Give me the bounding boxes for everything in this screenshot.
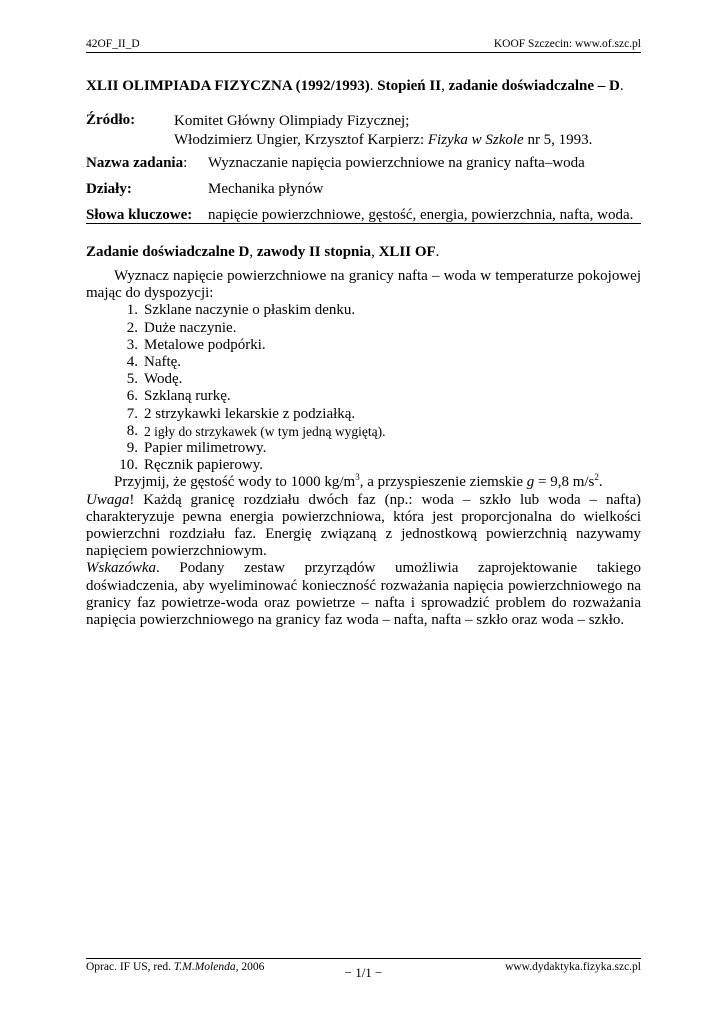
list-item-number: 2. [126, 319, 138, 336]
title-task: zadanie doświadczalne – D [448, 78, 620, 94]
list-item-text: 2 igły do strzykawek (w tym jedną wygiętą). [144, 423, 386, 439]
list-item [86, 457, 641, 474]
page-header [86, 30, 641, 53]
task-body [86, 268, 641, 629]
list-item [86, 371, 641, 388]
header-doc-id: 42OF_II_D [86, 38, 140, 50]
meta-task-label: Nazwa zadania [86, 155, 184, 171]
source-journal: Fizyka w Szkole [427, 132, 524, 148]
assumption-paragraph: Przyjmij, że gęstość wody to 1000 $kg/m^3$, a przyspieszenie ziemskie g = 9,8 $m/s^2$. [114, 472, 603, 491]
list-item-number: 3. [126, 336, 138, 353]
list-item [86, 302, 641, 319]
meta-keywords-label: Słowa kluczowe: [86, 207, 193, 223]
meta-dept-label: Działy: [86, 181, 132, 197]
hint-paragraph: Wskazówka. Podany zestaw przyrządów umożliwia zaprojektowanie takiego doświadczenia, aby wyeliminować konieczność rozważania napięcia powierzchniowego na granicy faz powietrze-woda oraz powietrze – nafta i sprowadzić problem do rozważania napięcia powierzchniowego na granicy faz woda – nafta, nafta – szkło oraz woda – szkło. [86, 560, 641, 629]
metadata-block [86, 112, 641, 225]
list-item-number: 6. [126, 388, 138, 405]
footer-divider [86, 958, 641, 959]
header-source: KOOF Szczecin: www.of.szc.pl [493, 38, 641, 50]
page-footer [86, 961, 641, 981]
list-item-number: 9. [126, 440, 138, 457]
section-title: Zadanie doświadczalne D, zawody II stopnia, XLII OF. [86, 244, 440, 260]
meta-source-row [86, 112, 641, 154]
list-item-text: Ręcznik papierowy. [144, 457, 263, 474]
list-item [86, 406, 641, 423]
meta-keywords-value: napięcie powierzchniowe, gęstość, energia, powierzchnia, nafta, woda. [208, 207, 634, 223]
list-item-text: Metalowe podpórki. [144, 336, 266, 353]
footer-website: www.dydaktyka.fizyka.szc.pl [505, 961, 641, 973]
list-item-text: Naftę. [144, 354, 182, 371]
title-main: XLII OLIMPIADA FIZYCZNA (1992/1993) [86, 78, 370, 94]
list-item-number: 4. [126, 354, 138, 371]
list-item [86, 423, 641, 440]
meta-task-value: Wyznaczanie napięcia powierzchniowe na granicy nafta–woda [208, 155, 585, 171]
list-item-text: Wodę. [144, 371, 183, 388]
list-item-text: 2 strzykawki lekarskie z podziałką. [144, 405, 356, 422]
list-item [86, 354, 641, 371]
list-item-number: 7. [126, 405, 138, 422]
list-item [86, 320, 641, 337]
list-item-text: Duże naczynie. [144, 319, 237, 336]
meta-dept-row [86, 180, 641, 206]
meta-task-row: Nazwa zadania: Wyznaczanie napięcia powierzchniowe na granicy nafta–woda [86, 154, 641, 180]
list-item-number: 8. [126, 422, 138, 439]
equipment-list [86, 302, 641, 474]
meta-source-value: Komitet Główny Olimpiady Fizycznej; Włodzimierz Ungier, Krzysztof Karpierz: Fizyka w Szkole nr 5, 1993. [174, 113, 593, 148]
footer-page-number: − 1/1 − [344, 965, 383, 980]
footer-credit: Oprac. IF US, red. T.M.Molenda, 2006 [86, 961, 265, 973]
list-item [86, 440, 641, 457]
hint-label: Wskazówka [86, 560, 156, 577]
list-item-number: 1. [126, 302, 138, 319]
list-item [86, 337, 641, 354]
list-item [86, 388, 641, 405]
list-item-text: Szklaną rurkę. [144, 388, 231, 405]
list-item-number: 5. [126, 371, 138, 388]
metadata-divider [86, 223, 641, 224]
list-item-number: 10. [119, 457, 138, 474]
meta-source-label: Źródło: [86, 112, 136, 128]
note-label: Uwaga [86, 491, 130, 508]
list-item-text: Szklane naczynie o płaskim denku. [144, 302, 356, 319]
task-intro: Wyznacz napięcie powierzchniowe na granicy nafta – woda w temperaturze pokojowej mając do dyspozycji: [86, 268, 641, 302]
document-title: XLII OLIMPIADA FIZYCZNA (1992/1993). Stopień II, zadanie doświadczalne – D. [86, 78, 624, 94]
note-paragraph: Uwaga! Każdą granicę rozdziału dwóch faz (np.: woda – szkło lub woda – nafta) charakteryzuje pewna energia powierzchniowa, która jest proporcjonalna do wielkości powierzchni rozdziału faz. Energię związaną z jednostkową powierzchnią nazywamy napięciem powierzchniowym. [86, 491, 641, 560]
meta-dept-value: Mechanika płynów [208, 181, 324, 197]
list-item-text: Papier milimetrowy. [144, 440, 267, 457]
title-stage: Stopień II [377, 78, 442, 94]
